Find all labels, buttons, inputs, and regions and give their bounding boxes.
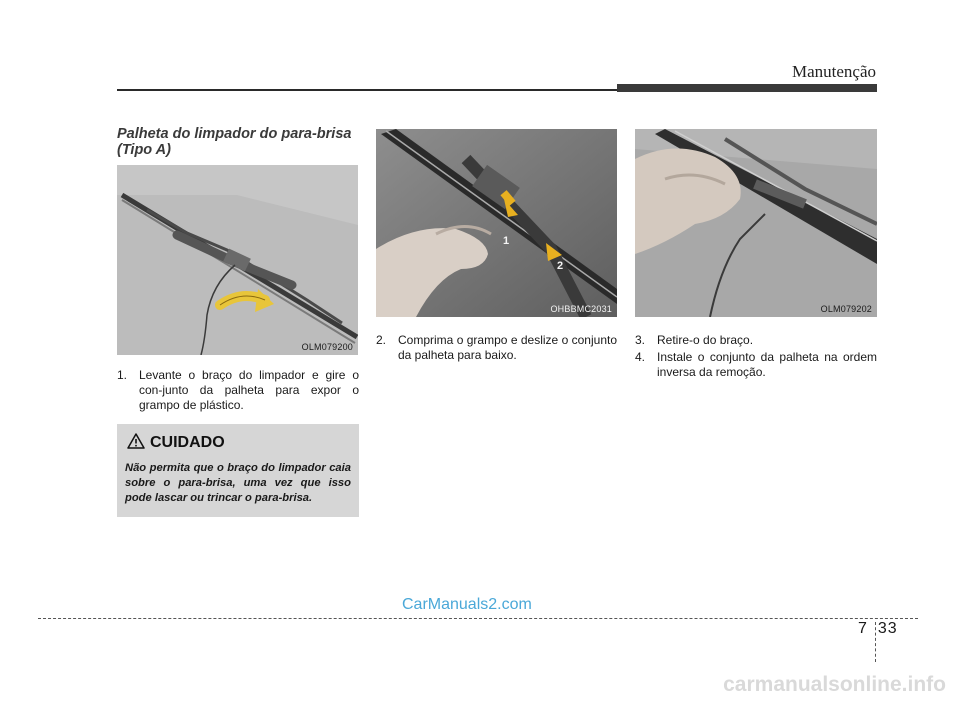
section-title: Manutenção [791, 62, 876, 81]
caution-title: CUIDADO [150, 434, 225, 451]
step-2 [376, 333, 617, 363]
figure-remove-blade [635, 129, 877, 317]
step-text: Comprima o grampo e deslize o conjunto da palheta para baixo. [398, 333, 617, 362]
page-number-separator [875, 622, 876, 662]
warning-triangle-icon [127, 433, 145, 449]
caution-text: Não permita que o braço do limpador caia sobre o para-brisa, uma vez que isso pode lascar ou trincar o para-brisa. [125, 462, 351, 504]
remove-blade-photo [635, 129, 877, 317]
section-heading: Palheta do limpador do para-brisa (Tipo A) [117, 126, 352, 158]
step-number: 4. [635, 350, 646, 364]
step-number: 3. [635, 333, 646, 347]
step-text: Instale o conjunto da palheta na ordem inversa da remoção. [657, 350, 877, 379]
step-3 [635, 333, 877, 348]
step-text: Levante o braço do limpador e gire o con-junto da palheta para expor o grampo de plástico. [139, 368, 359, 412]
figure-code: OHBBMC2031 [550, 304, 612, 314]
step-number: 1. [117, 368, 128, 382]
step-4 [635, 350, 877, 380]
header-rule [117, 89, 617, 91]
watermark-footer: carmanualsonline.info [723, 673, 946, 696]
page-index: 33 [877, 620, 898, 637]
callout-1: 1 [503, 235, 510, 247]
header-rule-thick [617, 84, 877, 92]
callout-2: 2 [557, 260, 564, 272]
figure-clip-slide [376, 129, 617, 317]
caution-box [117, 424, 359, 517]
chapter-number: 7 [858, 620, 868, 637]
step-number: 2. [376, 333, 387, 347]
figure-code: OLM079200 [301, 342, 353, 352]
watermark-link[interactable]: CarManuals2.com [402, 596, 532, 613]
footer-rule [38, 618, 918, 619]
wiper-rotate-illustration [117, 165, 358, 355]
step-1 [117, 368, 359, 413]
clip-slide-photo [376, 129, 617, 317]
figure-wiper-rotate [117, 165, 358, 355]
step-text: Retire-o do braço. [657, 333, 754, 347]
page-number [858, 620, 898, 638]
figure-code: OLM079202 [820, 304, 872, 314]
